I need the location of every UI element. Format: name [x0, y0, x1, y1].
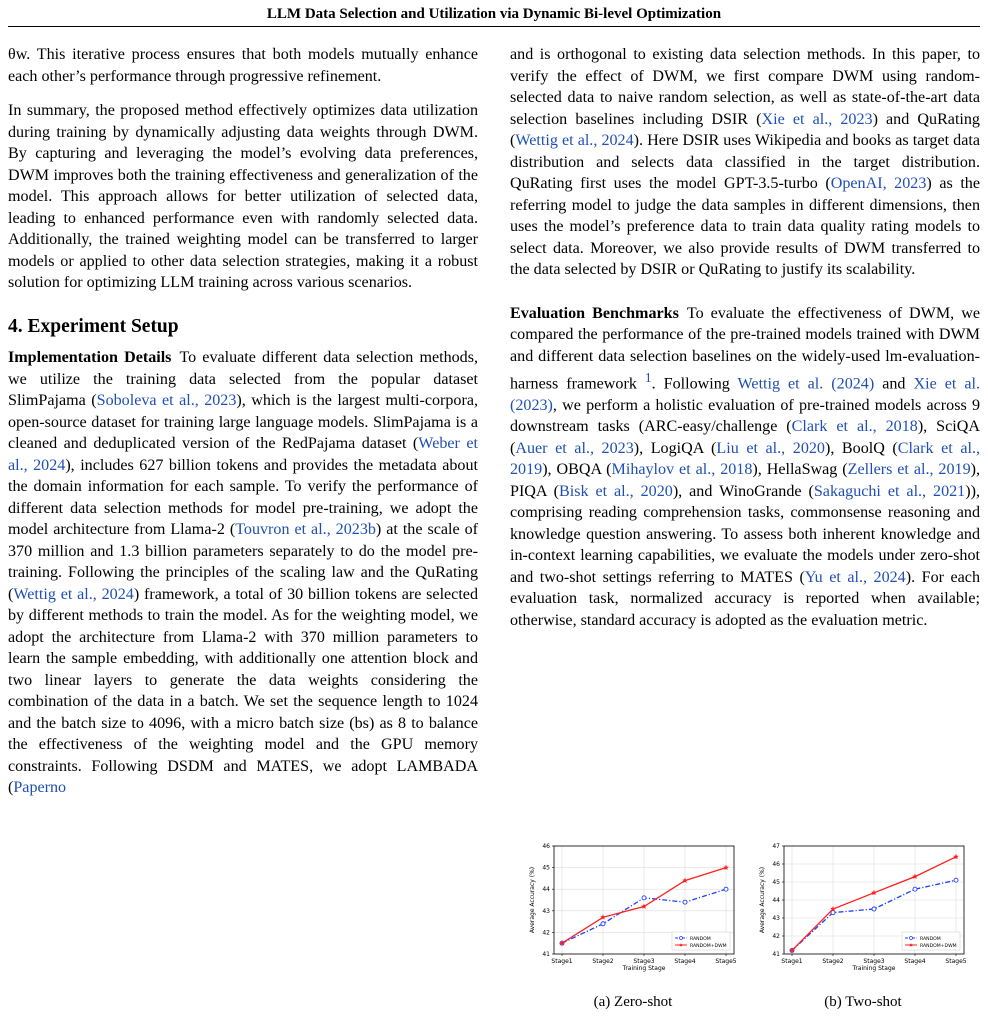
paragraph-text: To evaluate the effectiveness of DWM, we compared the performance of the pre-trained models trained with DWM and different data selection baselines on the widely-used lm-evaluation-harness framework	[510, 304, 980, 393]
paragraph-implementation	[8, 347, 478, 799]
legend-marker	[680, 937, 683, 940]
y-tick-label: 44	[772, 897, 780, 904]
paragraph-text: and	[874, 375, 914, 393]
x-tick-label: Stage3	[633, 958, 655, 965]
paragraph-text: ), SciQA (	[510, 418, 980, 457]
x-tick-label: Stage3	[863, 958, 885, 965]
citation-link[interactable]: Xie et al. (2023)	[510, 375, 980, 414]
figure-caption: (a) Zero-shot	[593, 994, 673, 1010]
x-tick-label: Stage4	[904, 958, 926, 965]
paragraph-text: ), PIQA (	[510, 461, 981, 500]
citation-link[interactable]: Weber et al., 2024	[8, 435, 478, 474]
paragraph-text: ), includes 627 billion tokens and provides the metadata about the domain information for each sample. To verify the performance of different data selection methods for model pre-training, we adopt the model architecture from Llama-2 (	[8, 456, 478, 538]
y-tick-label: 42	[772, 933, 780, 940]
figure-caption: (b) Two-shot	[824, 994, 902, 1010]
x-axis-label: Training Stage	[852, 965, 896, 972]
footnote-link[interactable]: 1	[644, 370, 652, 385]
y-axis-label: Average Accuracy (%)	[759, 866, 766, 934]
section-heading: 4. Experiment Setup	[8, 315, 179, 337]
paragraph-text: and is orthogonal to existing data selection methods. In this paper, to verify the effect of DWM, we first compare DWM using random-selected data to naive random selection, as well as state-of-the-art data selection baselines including DSIR (	[510, 46, 980, 128]
citation-link[interactable]: Yu et al., 2024	[804, 568, 906, 586]
paragraph-text: ), LogiQA (	[633, 439, 717, 457]
citation-link[interactable]: Clark et al., 2018	[791, 418, 918, 436]
y-tick-label: 46	[542, 843, 550, 850]
legend-label: RANDOM	[920, 936, 941, 942]
legend-label: RANDOM+DWM	[920, 943, 957, 949]
paragraph-text: ) framework, a total of 30 billion tokens are selected by different methods to train the model. As for the weighting model, we adopt the architecture from Llama-2 with 370 million parameters to learn the sample embedding, with additionally one attention block and two linear layers to generate the data weights considering the combination of the data in a batch. We set the sequence length to 1024 and the batch size to 4096, with a micro batch size (bs) as 8 to balance the effectiveness of the weighting model and the GPU memory constraints. Following DSDM and MATES, we adopt LAMBADA (	[8, 585, 478, 796]
paragraph-text: ), HellaSwag (	[752, 461, 848, 479]
citation-link[interactable]: OpenAI, 2023	[830, 175, 927, 192]
running-title: LLM Data Selection and Utilization via Dynamic Bi-level Optimization	[266, 6, 722, 22]
paragraph-text: ). For each evaluation task, normalized accuracy is reported when available; otherwise, standard accuracy is adopted as the evaluation metric.	[510, 568, 980, 629]
x-tick-label: Stage5	[945, 958, 967, 965]
paragraph-text: To evaluate different data selection methods, we utilize the training data selected from the popular dataset SlimPajama (	[8, 349, 478, 409]
data-point	[724, 887, 728, 891]
figure-zero-shot	[518, 838, 748, 1028]
x-axis-label: Training Stage	[622, 965, 666, 972]
data-point	[913, 887, 917, 891]
paragraph-text: θw. This iterative process ensures that both models mutually enhance each other’s performance through progressive refinement.	[8, 46, 478, 85]
x-tick-label: Stage4	[674, 958, 696, 965]
citation-link[interactable]: Sakaguchi et al., 2021	[813, 482, 966, 500]
data-point	[683, 900, 687, 904]
data-point	[872, 907, 876, 911]
paragraph-summary	[8, 100, 478, 294]
x-tick-label: Stage2	[592, 958, 614, 965]
paragraph-baselines	[510, 44, 980, 281]
header-rule	[8, 26, 980, 27]
citation-link[interactable]: Wettig et al., 2024	[13, 585, 134, 603]
paragraph-text: , we perform a holistic evaluation of pre-trained models across 9 downstream tasks (ARC-easy/challenge (	[510, 396, 980, 436]
legend-marker	[910, 937, 913, 940]
y-tick-label: 41	[542, 951, 550, 958]
x-tick-label: Stage2	[822, 958, 844, 965]
legend-label: RANDOM+DWM	[690, 943, 727, 949]
citation-link[interactable]: Wettig et al., 2024	[515, 132, 634, 149]
data-point	[601, 922, 605, 926]
figure-panel	[510, 838, 980, 1028]
y-tick-label: 47	[772, 843, 780, 850]
x-tick-label: Stage1	[551, 958, 573, 965]
paragraph-heading: Evaluation Benchmarks	[510, 304, 679, 322]
x-tick-label: Stage1	[781, 958, 803, 965]
y-tick-label: 43	[542, 907, 550, 915]
citation-link[interactable]: Paperno	[13, 779, 67, 796]
paragraph-evaluation	[510, 303, 980, 632]
paragraph-text: ). Here DSIR uses Wikipedia and books as target data distribution and selects data classified in the target distribution. QuRating first uses the model GPT-3.5-turbo (	[510, 132, 980, 192]
paragraph-text: ) at the scale of 370 million and 1.3 billion parameters separately to do the model pre-training. Following the principles of the scaling law and the QuRating (	[8, 521, 478, 603]
citation-link[interactable]: Auer et al., 2023	[515, 439, 634, 457]
citation-link[interactable]: Wettig et al. (2024)	[737, 375, 875, 393]
paragraph-text: )), comprising reading comprehension tasks, commonsense reasoning and knowledge question answering. To assess both inherent knowledge and in-context learning capabilities, we evaluate the models under zero-shot and two-shot settings referring to MATES (	[510, 482, 980, 586]
citation-link[interactable]: Clark et al., 2019	[510, 439, 980, 479]
chart-two-shot	[748, 838, 978, 990]
citation-link[interactable]: Xie et al., 2023	[761, 110, 873, 128]
paragraph-text: ) and QuRating (	[510, 110, 980, 149]
citation-link[interactable]: Bisk et al., 2020	[558, 482, 673, 500]
page-header	[0, 0, 988, 28]
citation-link[interactable]: Liu et al., 2020	[716, 439, 825, 457]
y-tick-label: 45	[772, 879, 780, 886]
y-tick-label: 46	[772, 861, 780, 868]
paragraph-text: In summary, the proposed method effectively optimizes data utilization during training by dynamically adjusting data weights through DWM. By capturing and leveraging the model’s evolving data preferences, DWM improves both the training effectiveness and generalization of the model. This approach allows for better utilization of selected data, leading to enhanced performance even with randomly selected data. Additionally, the trained weighting model can be transferred to larger models or applied to other data selection strategies, making it a robust solution for optimizing LLM training across various scenarios.	[8, 102, 478, 291]
right-column	[510, 44, 980, 644]
y-axis-label: Average Accuracy (%)	[529, 866, 536, 934]
paragraph-continuation	[8, 44, 478, 87]
data-point	[642, 896, 646, 900]
citation-link[interactable]: Mihaylov et al., 2018	[611, 461, 753, 479]
paragraph-text: ), BoolQ (	[824, 439, 898, 457]
paragraph-text: ), and WinoGrande (	[672, 482, 814, 500]
chart-zero-shot	[518, 838, 748, 990]
y-tick-label: 44	[542, 886, 550, 894]
paragraph-heading: Implementation Details	[8, 349, 172, 366]
legend-label: RANDOM	[690, 936, 711, 942]
y-tick-label: 45	[542, 864, 550, 872]
citation-link[interactable]: Touvron et al., 2023b	[235, 521, 376, 538]
paragraph-text: . Following	[651, 375, 738, 393]
y-tick-label: 41	[772, 951, 780, 958]
y-tick-label: 43	[772, 915, 780, 922]
paragraph-text: ) as the referring model to judge the data samples in different dimensions, then uses the model’s preference data to train data quality rating models to select data. Moreover, we also provide results of DWM transferred to the data selected by DSIR or QuRating to justify its scalability.	[510, 175, 980, 278]
x-tick-label: Stage5	[715, 958, 737, 965]
figure-two-shot	[748, 838, 978, 1028]
paragraph-text: ), OBQA (	[542, 461, 612, 479]
data-point	[954, 878, 958, 882]
citation-link[interactable]: Soboleva et al., 2023	[96, 392, 237, 409]
citation-link[interactable]: Zellers et al., 2019	[847, 461, 971, 479]
left-column	[8, 44, 478, 812]
y-tick-label: 42	[542, 929, 550, 937]
paragraph-text: ), which is the largest multi-corpora, open-source dataset for training large language models. SlimPajama is a cleaned and deduplicated version of the RedPajama dataset (	[8, 392, 478, 452]
